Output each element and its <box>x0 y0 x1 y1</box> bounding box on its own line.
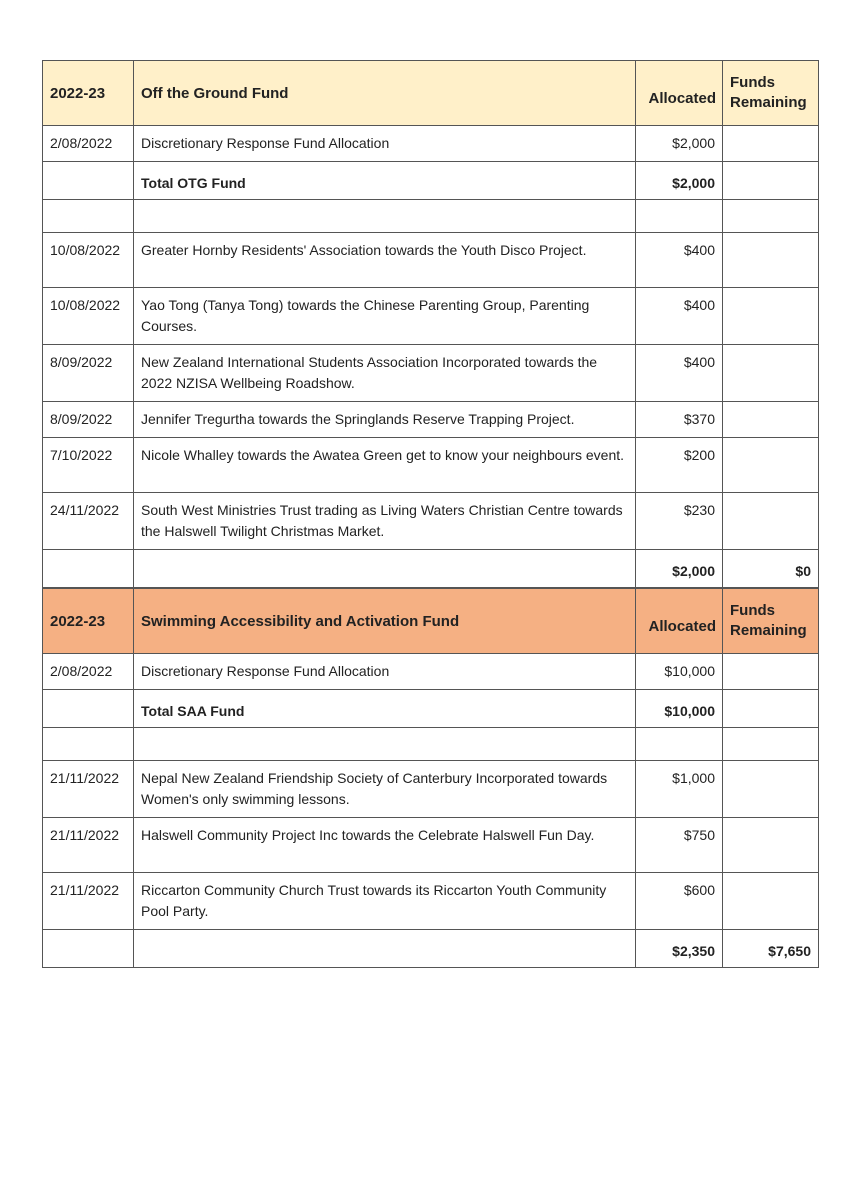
grant-row <box>43 288 819 345</box>
date-cell: 2/08/2022 <box>43 654 134 690</box>
date-cell: 8/09/2022 <box>43 402 134 438</box>
date-cell: 10/08/2022 <box>43 288 134 345</box>
remaining-cell <box>723 493 819 550</box>
amount-cell: $1,000 <box>636 761 723 818</box>
total-amount: $2,000 <box>636 162 723 200</box>
amount-cell: $200 <box>636 438 723 493</box>
date-cell: 21/11/2022 <box>43 818 134 873</box>
remaining-cell <box>723 402 819 438</box>
fund-title: Off the Ground Fund <box>134 61 636 126</box>
date-cell: 21/11/2022 <box>43 761 134 818</box>
amount-cell: $600 <box>636 873 723 930</box>
blank-row <box>43 728 819 761</box>
remaining-cell <box>723 761 819 818</box>
date-cell: 2/08/2022 <box>43 126 134 162</box>
amount-cell: $750 <box>636 818 723 873</box>
grant-row <box>43 493 819 550</box>
date-cell <box>43 690 134 728</box>
total-label: Total SAA Fund <box>134 690 636 728</box>
funds-remaining-header: Funds Remaining <box>723 589 819 654</box>
remaining-cell <box>723 345 819 402</box>
date-cell: 8/09/2022 <box>43 345 134 402</box>
amount-cell: $370 <box>636 402 723 438</box>
table-header-row <box>43 61 819 126</box>
amount-cell: $2,000 <box>636 126 723 162</box>
total-row <box>43 162 819 200</box>
description-cell: Discretionary Response Fund Allocation <box>134 126 636 162</box>
grant-row <box>43 402 819 438</box>
description-cell: Nepal New Zealand Friendship Society of Canterbury Incorporated towards Women's only swimming lessons. <box>134 761 636 818</box>
grant-rows <box>43 233 819 550</box>
remaining-cell <box>723 288 819 345</box>
amount-cell: $10,000 <box>636 654 723 690</box>
remaining-cell <box>723 126 819 162</box>
description-cell: Greater Hornby Residents' Association towards the Youth Disco Project. <box>134 233 636 288</box>
funds-remaining-header: Funds Remaining <box>723 61 819 126</box>
remaining-cell <box>723 233 819 288</box>
remaining-cell <box>723 873 819 930</box>
amount-cell: $230 <box>636 493 723 550</box>
year-header: 2022-23 <box>43 589 134 654</box>
remaining-cell <box>723 690 819 728</box>
date-cell: 21/11/2022 <box>43 873 134 930</box>
year-header: 2022-23 <box>43 61 134 126</box>
total-row <box>43 690 819 728</box>
grant-row <box>43 233 819 288</box>
table-header-row <box>43 589 819 654</box>
description-cell: Yao Tong (Tanya Tong) towards the Chinese Parenting Group, Parenting Courses. <box>134 288 636 345</box>
allocation-row <box>43 654 819 690</box>
page-content <box>42 60 818 968</box>
total-amount: $10,000 <box>636 690 723 728</box>
allocated-header: Allocated <box>636 61 723 126</box>
amount-cell: $400 <box>636 345 723 402</box>
allocated-header: Allocated <box>636 589 723 654</box>
remaining-cell <box>723 162 819 200</box>
grant-row <box>43 438 819 493</box>
description-cell: Halswell Community Project Inc towards the Celebrate Halswell Fun Day. <box>134 818 636 873</box>
description-cell: Jennifer Tregurtha towards the Springlands Reserve Trapping Project. <box>134 402 636 438</box>
remaining-cell <box>723 438 819 493</box>
summary-remaining: $7,650 <box>723 930 819 968</box>
grant-row <box>43 873 819 930</box>
description-cell: Discretionary Response Fund Allocation <box>134 654 636 690</box>
total-label: Total OTG Fund <box>134 162 636 200</box>
grant-rows <box>43 761 819 930</box>
saa-fund-table <box>42 588 819 968</box>
summary-allocated: $2,000 <box>636 550 723 588</box>
date-cell: 7/10/2022 <box>43 438 134 493</box>
remaining-cell <box>723 818 819 873</box>
date-cell: 10/08/2022 <box>43 233 134 288</box>
summary-row <box>43 930 819 968</box>
summary-row <box>43 550 819 588</box>
otg-fund-table <box>42 60 819 588</box>
description-cell: Nicole Whalley towards the Awatea Green get to know your neighbours event. <box>134 438 636 493</box>
grant-row <box>43 761 819 818</box>
remaining-cell <box>723 654 819 690</box>
date-cell: 24/11/2022 <box>43 493 134 550</box>
amount-cell: $400 <box>636 288 723 345</box>
amount-cell: $400 <box>636 233 723 288</box>
description-cell: New Zealand International Students Association Incorporated towards the 2022 NZISA Wellbeing Roadshow. <box>134 345 636 402</box>
description-cell: South West Ministries Trust trading as Living Waters Christian Centre towards the Halswell Twilight Christmas Market. <box>134 493 636 550</box>
summary-allocated: $2,350 <box>636 930 723 968</box>
summary-remaining: $0 <box>723 550 819 588</box>
blank-row <box>43 200 819 233</box>
fund-title: Swimming Accessibility and Activation Fund <box>134 589 636 654</box>
grant-row <box>43 818 819 873</box>
allocation-row <box>43 126 819 162</box>
description-cell: Riccarton Community Church Trust towards its Riccarton Youth Community Pool Party. <box>134 873 636 930</box>
date-cell <box>43 162 134 200</box>
grant-row <box>43 345 819 402</box>
